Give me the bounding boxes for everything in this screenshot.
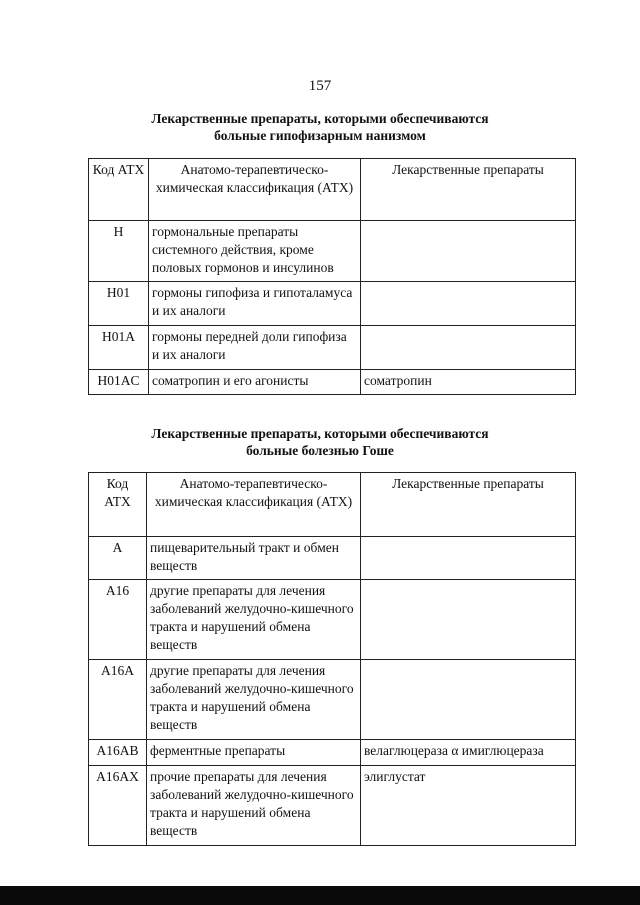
atx-drugs — [361, 221, 576, 282]
scan-edge-bar — [0, 886, 640, 905]
table-row — [89, 766, 576, 846]
atx-drugs — [361, 326, 576, 370]
atx-code: A16A — [89, 660, 147, 740]
table-row — [89, 580, 576, 660]
table-row — [89, 740, 576, 766]
header-drugs: Лекарственные препараты — [361, 473, 576, 537]
atx-classification: соматропин и его агонисты — [149, 370, 361, 395]
title-line-2: больные болезнью Гоше — [246, 443, 394, 458]
header-drugs: Лекарственные препараты — [361, 159, 576, 221]
table-row — [89, 660, 576, 740]
table-row — [89, 370, 576, 395]
atx-code: H01 — [89, 282, 149, 326]
section-title-gaucher — [0, 425, 640, 459]
atx-drugs: элиглустат — [361, 766, 576, 846]
header-code: Код АТХ — [89, 473, 147, 537]
table-row — [89, 282, 576, 326]
table-row — [89, 537, 576, 580]
atx-drugs — [361, 580, 576, 660]
atx-code: H — [89, 221, 149, 282]
table-row — [89, 326, 576, 370]
atx-drugs: соматропин — [361, 370, 576, 395]
atx-code: A16AX — [89, 766, 147, 846]
header-classification: Анатомо-терапевтическо-химическая классификация (АТХ) — [147, 473, 361, 537]
atx-drugs — [361, 282, 576, 326]
atx-code: A16AB — [89, 740, 147, 766]
title-line-1: Лекарственные препараты, которыми обеспечиваются — [151, 111, 489, 126]
atx-classification: гормоны гипофиза и гипоталамуса и их аналоги — [149, 282, 361, 326]
atx-code: H01AC — [89, 370, 149, 395]
atx-classification: гормоны передней доли гипофиза и их аналоги — [149, 326, 361, 370]
table-header-row — [89, 473, 576, 537]
page-number: 157 — [308, 78, 332, 94]
atx-classification: гормональные препараты системного действия, кроме половых гормонов и инсулинов — [149, 221, 361, 282]
section-title-nanism — [0, 110, 640, 144]
table-header-row — [89, 159, 576, 221]
atx-table-nanism — [88, 158, 576, 395]
atx-table-gaucher — [88, 472, 576, 846]
atx-classification: пищеварительный тракт и обмен веществ — [147, 537, 361, 580]
atx-code: A16 — [89, 580, 147, 660]
atx-classification: прочие препараты для лечения заболеваний желудочно-кишечного тракта и нарушений обмена веществ — [147, 766, 361, 846]
atx-drugs — [361, 660, 576, 740]
header-classification: Анатомо-терапевтическо-химическая классификация (АТХ) — [149, 159, 361, 221]
atx-classification: другие препараты для лечения заболеваний желудочно-кишечного тракта и нарушений обмена веществ — [147, 580, 361, 660]
table-row — [89, 221, 576, 282]
title-line-1: Лекарственные препараты, которыми обеспечиваются — [151, 426, 489, 441]
atx-code: H01A — [89, 326, 149, 370]
header-code: Код АТХ — [89, 159, 149, 221]
atx-classification: ферментные препараты — [147, 740, 361, 766]
atx-code: A — [89, 537, 147, 580]
atx-classification: другие препараты для лечения заболеваний желудочно-кишечного тракта и нарушений обмена веществ — [147, 660, 361, 740]
atx-drugs: велаглюцераза α имиглюцераза — [361, 740, 576, 766]
atx-drugs — [361, 537, 576, 580]
title-line-2: больные гипофизарным нанизмом — [214, 128, 426, 143]
